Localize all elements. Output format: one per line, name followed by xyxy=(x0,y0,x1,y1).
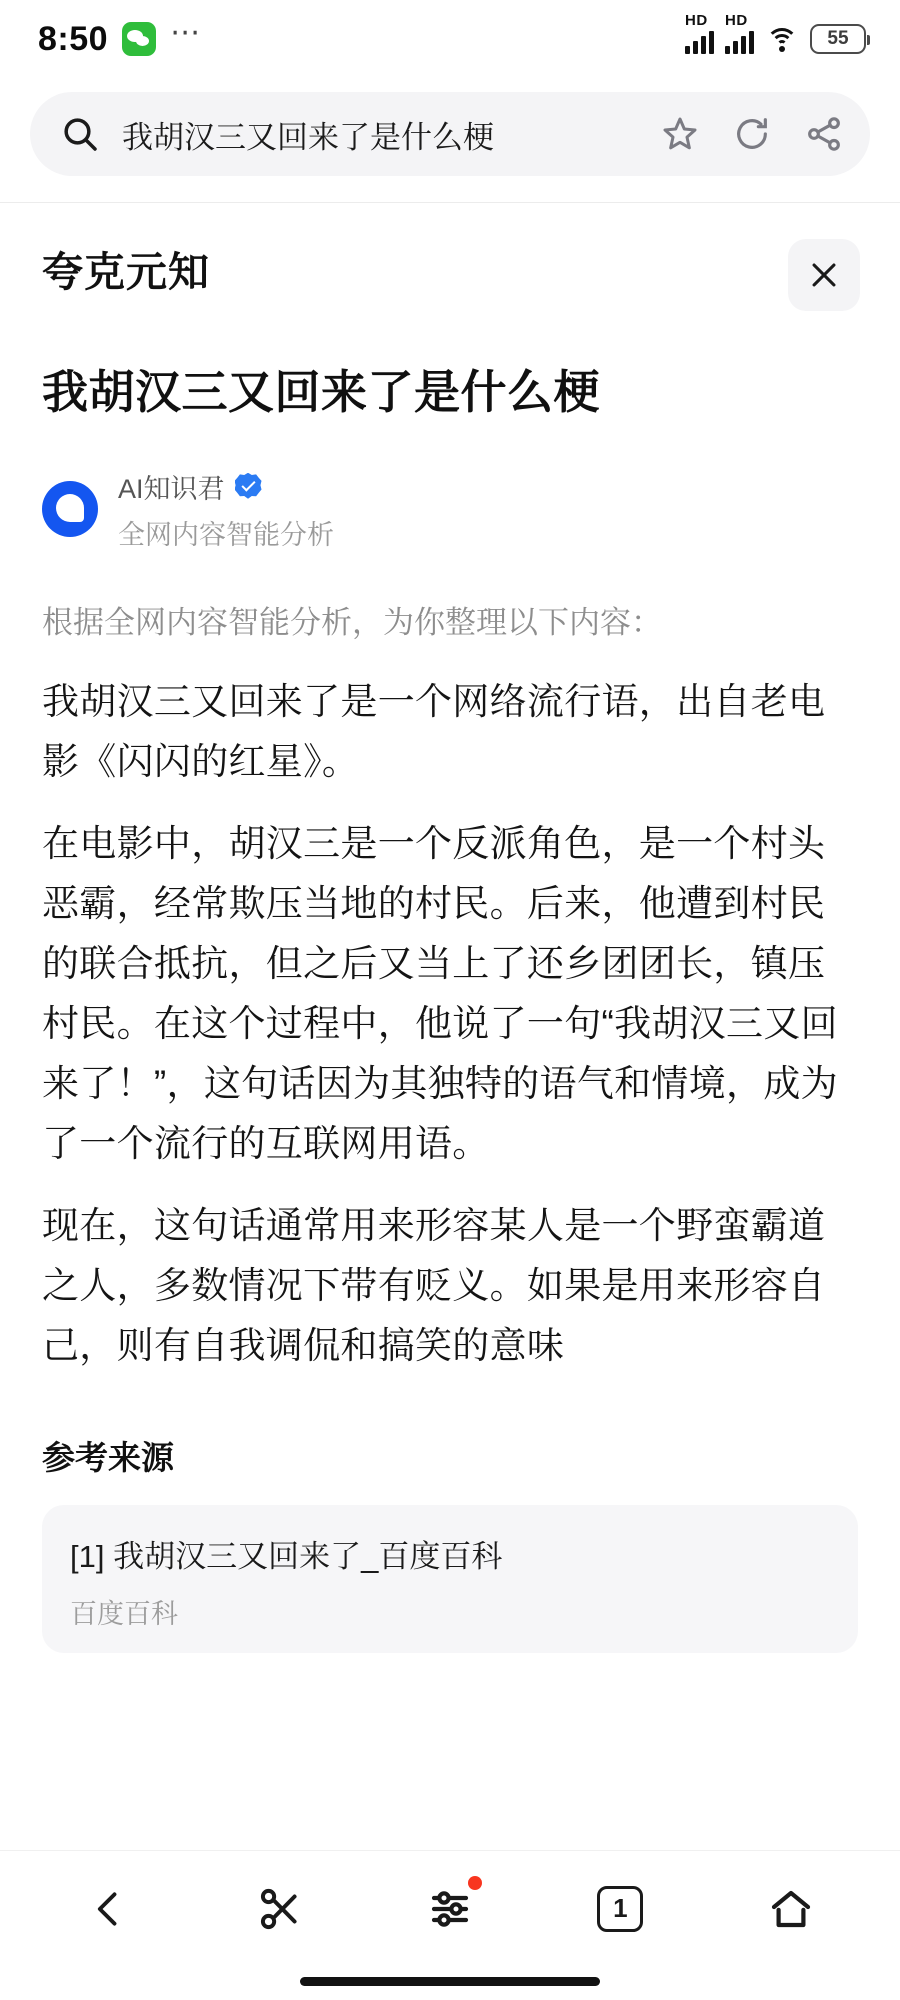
status-time: 8:50 xyxy=(38,19,109,58)
overflow-icon: ⋯ xyxy=(170,16,203,49)
page-title: 我胡汉三又回来了是什么梗 xyxy=(42,366,600,418)
bottom-nav xyxy=(0,1850,900,2000)
signal-icon-2 xyxy=(725,12,754,54)
status-bar-left xyxy=(38,16,203,59)
back-icon xyxy=(87,1887,131,1931)
close-button[interactable] xyxy=(788,239,860,311)
source-name-row xyxy=(118,467,334,506)
article-content xyxy=(0,311,900,2000)
paragraph-3: 现在，这句话通常用来形容某人是一个野蛮霸道之人，多数情况下带有贬义。如果是用来形容自己，则有自我调侃和搞笑的意味 xyxy=(42,1204,826,1366)
share-icon[interactable] xyxy=(804,114,844,154)
signal-icon-1 xyxy=(685,12,714,54)
close-icon xyxy=(807,258,841,292)
search-input[interactable]: 我胡汉三又回来了是什么梗 xyxy=(122,119,494,155)
nav-back-button[interactable] xyxy=(49,1864,169,1954)
nav-menu-button[interactable] xyxy=(390,1864,510,1954)
reference-site: 百度百科 xyxy=(70,1598,178,1629)
hd-label-2: HD xyxy=(725,12,748,29)
nav-home-button[interactable] xyxy=(731,1864,851,1954)
search-bar-container xyxy=(0,78,900,202)
intro-text: 根据全网内容智能分析，为你整理以下内容： xyxy=(42,604,662,640)
source-row[interactable] xyxy=(42,467,858,552)
refresh-icon[interactable] xyxy=(732,114,772,154)
brand-title: 夸克元知 xyxy=(42,249,210,295)
home-icon xyxy=(767,1885,815,1933)
quark-logo-icon xyxy=(255,1884,305,1934)
notification-badge-icon xyxy=(468,1876,482,1890)
status-bar-right xyxy=(685,12,866,54)
reference-title[interactable]: [1] 我胡汉三又回来了_百度百科 xyxy=(70,1538,503,1574)
card-header xyxy=(0,203,900,311)
home-indicator xyxy=(300,1977,600,1986)
nav-tabs-button[interactable] xyxy=(560,1864,680,1954)
wifi-icon xyxy=(765,26,799,52)
menu-icon xyxy=(426,1885,474,1933)
source-subtitle: 全网内容智能分析 xyxy=(118,519,334,550)
star-icon[interactable] xyxy=(660,114,700,154)
wechat-icon xyxy=(122,22,156,56)
search-bar[interactable] xyxy=(30,92,870,176)
hd-label-1: HD xyxy=(685,12,708,29)
avatar xyxy=(42,481,98,537)
tabs-icon: 1 xyxy=(597,1886,643,1932)
battery-icon xyxy=(810,24,866,54)
source-name: AI知识君 xyxy=(118,473,225,504)
reference-item[interactable] xyxy=(42,1505,858,1653)
paragraph-1: 我胡汉三又回来了是一个网络流行语，出自老电影《闪闪的红星》。 xyxy=(42,681,826,783)
search-icon xyxy=(60,114,100,154)
status-bar xyxy=(0,0,900,78)
paragraph-2: 在电影中，胡汉三是一个反派角色，是一个村头恶霸，经常欺压当地的村民。后来，他遭到村民的联合抵抗，但之后又当上了还乡团团长，镇压村民。在这个过程中，他说了一句“我胡汉三又回来了！”，这句话因为其独特的语气和情境，成为了一个流行的互联网用语。 xyxy=(42,823,838,1164)
references-title: 参考来源 xyxy=(42,1438,174,1476)
verified-badge-icon xyxy=(235,473,262,500)
battery-level: 55 xyxy=(827,28,849,49)
nav-quark-button[interactable] xyxy=(220,1864,340,1954)
source-meta xyxy=(118,467,334,552)
